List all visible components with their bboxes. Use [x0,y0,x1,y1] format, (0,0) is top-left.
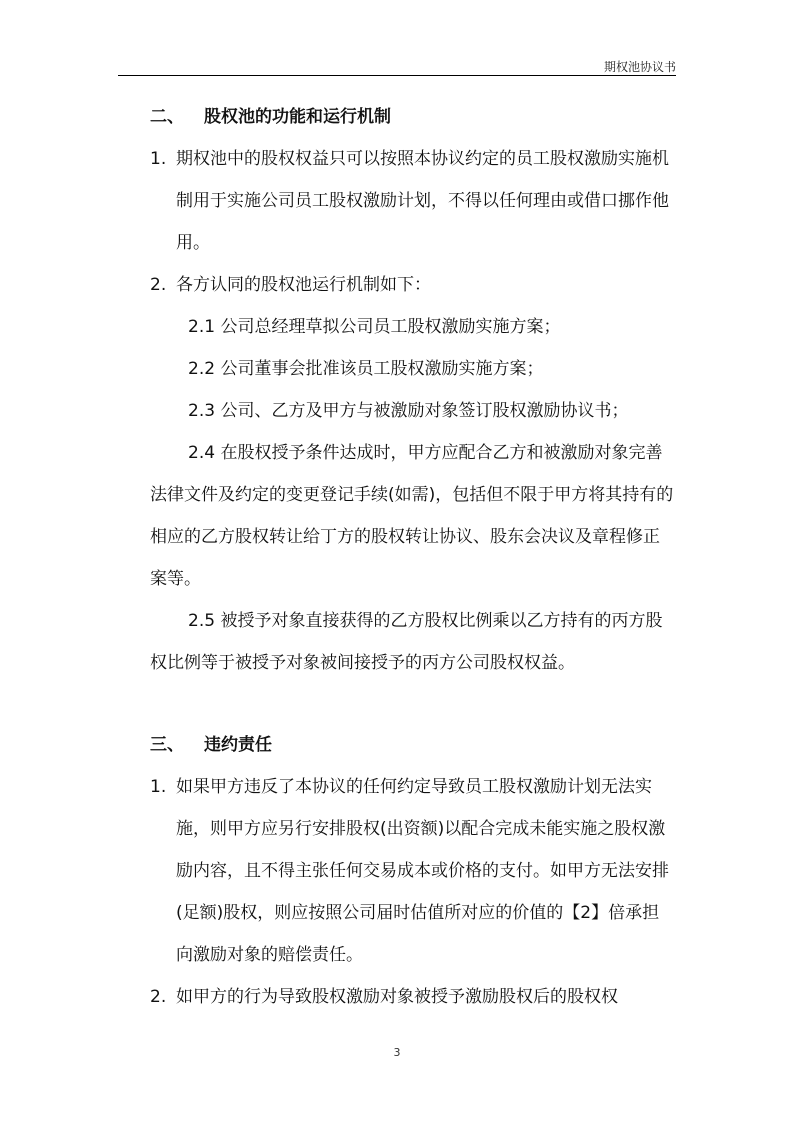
item-text: 如甲方的行为导致股权激励对象被授予激励股权后的股权权 [176,987,618,1007]
section-number: 二、 [150,107,184,127]
header-rule [118,75,676,76]
section-heading-3 [150,724,676,766]
list-item [150,138,676,264]
page-number: 3 [393,1046,401,1059]
sub-item-2-5: 2.5 被授予对象直接获得的乙方股权比例乘以乙方持有的丙方股权比例等于被授予对象被间接授予的丙方公司股权权益。 [150,611,663,673]
document-body [150,96,676,1018]
item-number: 2. [150,275,167,295]
sub-item-2-3: 2.3 公司、乙方及甲方与被激励对象签订股权激励协议书； [188,401,629,421]
section-title: 股权池的功能和运行机制 [204,107,391,127]
item-number: 2. [150,987,167,1007]
list-item [150,976,676,1018]
item-number: 1. [150,777,167,797]
item-text: 各方认同的股权池运行机制如下： [176,275,431,295]
item-number: 1. [150,149,167,169]
running-header-title: 期权池协议书 [603,60,676,74]
item-text: 期权池中的股权权益只可以按照本协议约定的员工股权激励实施机制用于实施公司员工股权激励计划，不得以任何理由或借口挪作他用。 [176,149,669,253]
item-text: 如果甲方违反了本协议的任何约定导致员工股权激励计划无法实施，则甲方应另行安排股权(出资额)以配合完成未能实施之股权激励内容，且不得主张任何交易成本或价格的支付。如甲方无法安排(足额)股权，则应按照公司届时估值所对应的价值的【2】倍承担向激励对象的赔偿责任。 [176,777,669,965]
list-item [150,766,676,976]
section-number: 三、 [150,735,184,755]
sub-item-2-2: 2.2 公司董事会批准该员工股权激励实施方案； [188,359,544,379]
list-item [150,264,676,306]
sub-item-2-1: 2.1 公司总经理草拟公司员工股权激励实施方案； [188,317,561,337]
section-gap [150,684,676,724]
sub-item-2-4: 2.4 在股权授予条件达成时，甲方应配合乙方和被激励对象完善法律文件及约定的变更登记手续(如需)，包括但不限于甲方将其持有的相应的乙方股权转让给丁方的股权转让协议、股东会决议及章程修正案等。 [150,443,674,589]
section-heading-2 [150,96,676,138]
section-title: 违约责任 [204,735,272,755]
